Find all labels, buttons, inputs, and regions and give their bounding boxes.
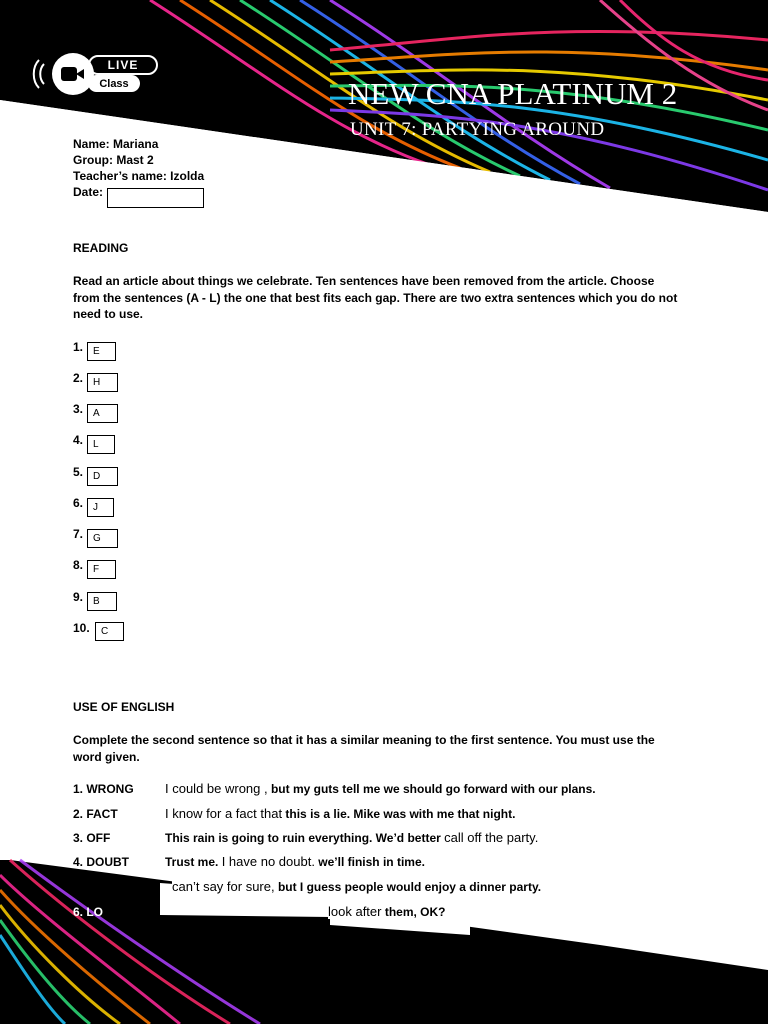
transformation-sentence: This rain is going to ruin everything. We’d better call off the party. <box>165 830 539 845</box>
key-word: 2. FACT <box>73 807 118 821</box>
typed-answer[interactable]: I have no doubt. <box>221 854 315 869</box>
answer-field[interactable]: C <box>95 622 124 641</box>
answer-number: 1. <box>73 340 84 354</box>
answer-number: 6. <box>73 496 84 510</box>
answer-field[interactable]: B <box>87 592 117 611</box>
answer-number: 10. <box>73 621 90 635</box>
typed-answer[interactable]: I know for a fact that <box>165 806 283 821</box>
typed-answer[interactable]: call off the party. <box>444 830 539 845</box>
course-title: NEW CNA PLATINUM 2 <box>348 76 678 111</box>
answer-field[interactable]: L <box>87 435 115 454</box>
camera-badge <box>52 53 94 95</box>
typed-answer[interactable]: look after <box>328 904 382 919</box>
answer-field[interactable]: E <box>87 342 116 361</box>
transformation-sentence: Trust me. I have no doubt. we’ll finish in time. <box>165 854 425 869</box>
use-of-english-instructions: Complete the second sentence so that it has a similar meaning to the first sentence. You must use the word given. <box>73 733 655 764</box>
date-field[interactable] <box>107 188 204 208</box>
key-word: 4. DOUBT <box>73 855 130 869</box>
answer-field[interactable]: D <box>87 467 118 486</box>
live-class-logo <box>30 52 160 102</box>
answer-number: 3. <box>73 402 84 416</box>
reading-heading: READING <box>73 241 129 255</box>
unit-title: UNIT 7: PARTYING AROUND <box>350 119 605 140</box>
video-camera-icon <box>61 67 77 81</box>
date-label: Date: <box>73 185 104 199</box>
answer-field[interactable]: G <box>87 529 118 548</box>
key-word: 3. OFF <box>73 831 111 845</box>
answer-field[interactable]: A <box>87 404 118 423</box>
reading-instructions: Read an article about things we celebrate. Ten sentences have been removed from the article. Choose from the sentences (A - L) the one that best fits each gap. There are two extra sentences which you do not need to use. <box>73 274 678 321</box>
key-word: 1. WRONG <box>73 782 134 796</box>
key-word: 6. LO <box>73 905 104 919</box>
student-group: Group: Mast 2 <box>73 153 154 167</box>
answer-field[interactable]: F <box>87 560 116 579</box>
transformation-sentence: I know for a fact that this is a lie. Mike was with me that night. <box>165 806 516 821</box>
typed-answer[interactable]: I could be wrong , <box>165 781 268 796</box>
answer-field[interactable]: J <box>87 498 114 517</box>
answer-number: 8. <box>73 558 84 572</box>
transformation-sentence: I could be wrong , but my guts tell me we should go forward with our plans. <box>165 781 596 796</box>
class-label: Class <box>88 75 140 92</box>
answer-number: 2. <box>73 371 84 385</box>
answer-number: 5. <box>73 465 84 479</box>
transformation-sentence: look after them, OK? <box>328 904 449 919</box>
answer-field[interactable]: H <box>87 373 118 392</box>
typed-answer[interactable]: can’t say for sure, <box>172 879 275 894</box>
use-of-english-heading: USE OF ENGLISH <box>73 700 175 714</box>
answer-number: 7. <box>73 527 84 541</box>
teacher-name: Teacher’s name: Izolda <box>73 169 205 183</box>
answer-number: 9. <box>73 590 84 604</box>
answer-number: 4. <box>73 433 84 447</box>
live-label: LIVE <box>88 55 158 75</box>
broadcast-waves-icon <box>30 58 52 90</box>
student-name: Name: Mariana <box>73 137 159 151</box>
transformation-sentence: can’t say for sure, but I guess people would enjoy a dinner party. <box>172 879 545 894</box>
